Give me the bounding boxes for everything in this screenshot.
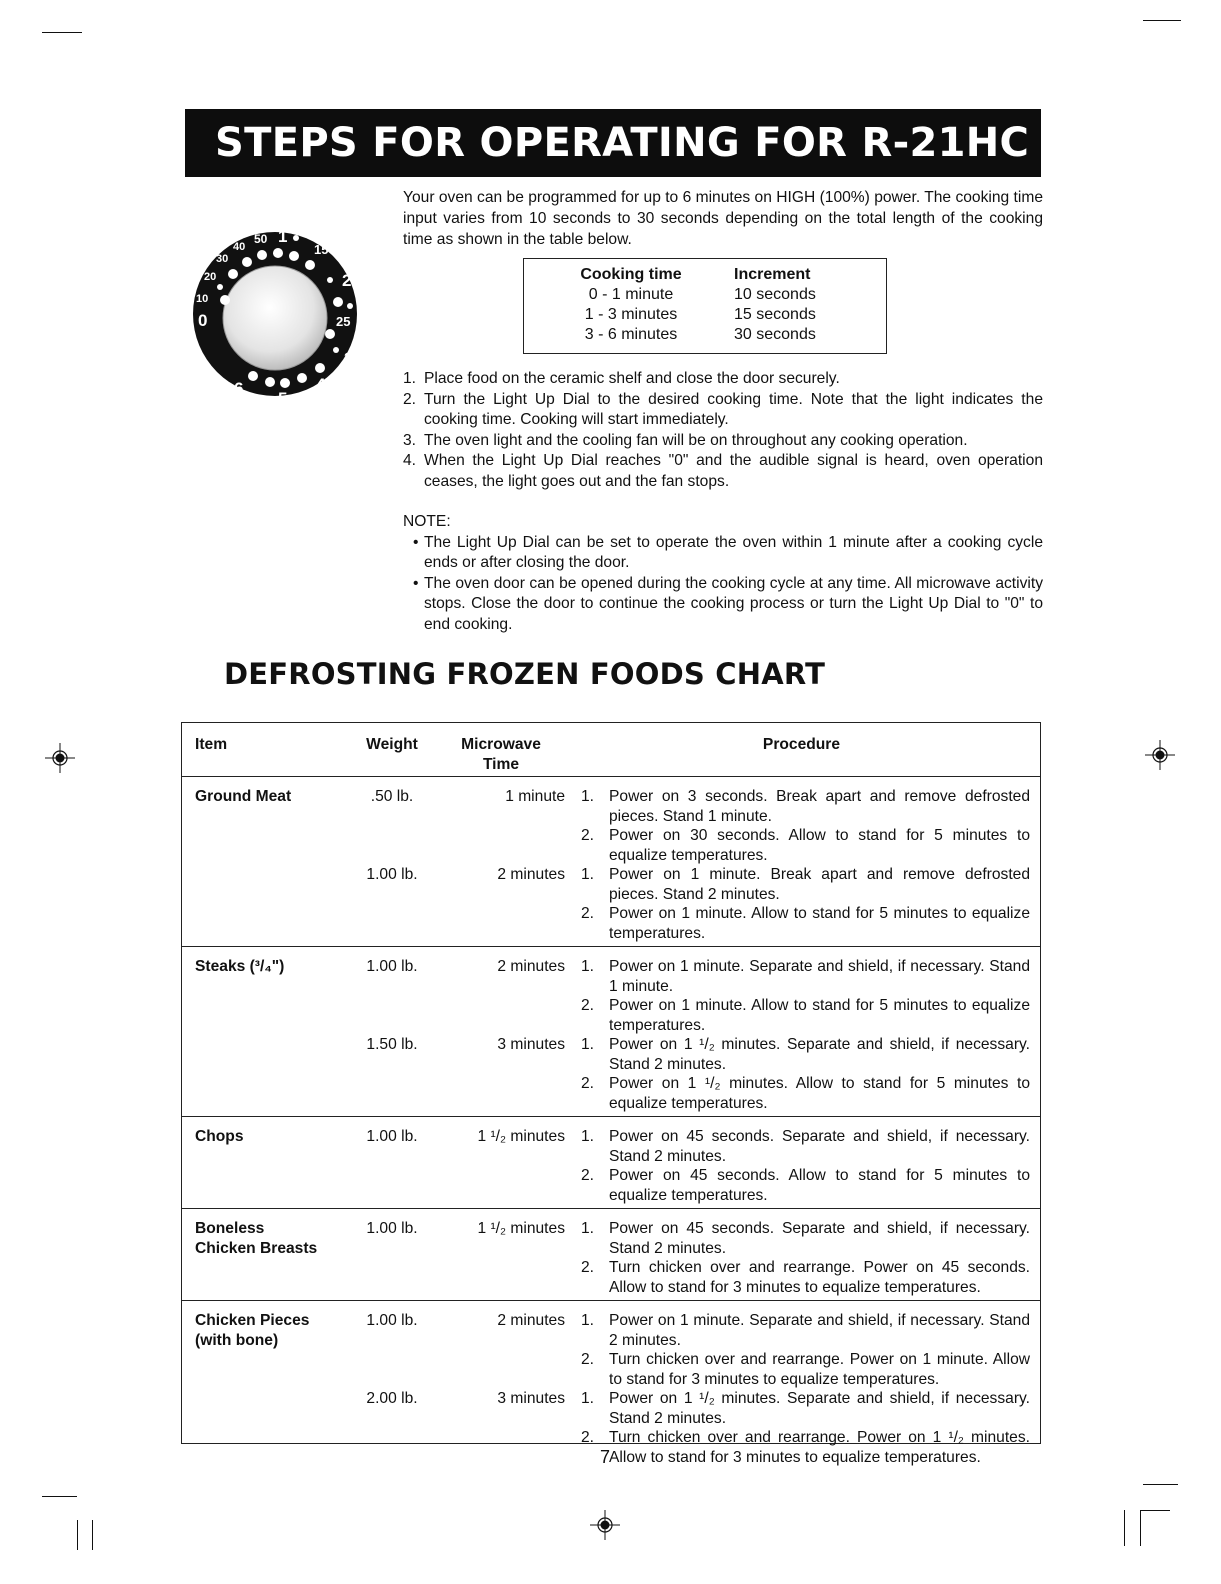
list-item xyxy=(573,1258,1030,1297)
list-item xyxy=(403,369,1043,390)
procedure-step-text: Power on 1 ¹/₂ minutes. Separate and shield, if necessary. Stand 2 minutes. xyxy=(609,1390,1030,1427)
procedure-step-number: 1. xyxy=(581,788,595,805)
item-name-line2: Chicken Breasts xyxy=(195,1239,318,1257)
col-weight: Weight xyxy=(347,723,437,777)
cooking-time-cell: 1 - 3 minutes xyxy=(584,306,678,323)
procedure-step-number: 1. xyxy=(581,1036,595,1053)
step-text: The oven light and the cooling fan will be on throughout any cooking operation. xyxy=(424,431,968,449)
procedure-step-number: 1. xyxy=(581,1220,595,1237)
step-text: Place food on the ceramic shelf and close the door securely. xyxy=(424,370,840,387)
list-item xyxy=(573,1035,1030,1074)
crop-mark-top-right xyxy=(1143,20,1181,21)
item-name: Chops xyxy=(195,1128,244,1145)
col-item: Item xyxy=(182,723,347,777)
list-item xyxy=(573,1219,1030,1258)
procedure-step-text: Power on 1 ¹/₂ minutes. Separate and shield, if necessary. Stand 2 minutes. xyxy=(609,1036,1030,1073)
procedure-step-number: 2. xyxy=(581,1351,595,1368)
note-bullet-text: The Light Up Dial can be set to operate the oven within 1 minute after a cooking cycle ends or after closing the door. xyxy=(424,533,1043,571)
crop-mark-bottom-right-h2 xyxy=(1140,1510,1170,1511)
list-item xyxy=(573,1311,1030,1350)
microwave-time-cell xyxy=(437,947,573,1117)
defrost-chart-title: DEFROSTING FROZEN FOODS CHART xyxy=(224,657,826,691)
operating-steps xyxy=(403,369,1043,492)
page-number: 7 xyxy=(600,1447,611,1467)
dial-label-4: 4 xyxy=(316,375,326,394)
dial-label-10: 10 xyxy=(196,293,209,305)
procedure-step-text: Power on 1 minute. Separate and shield, if necessary. Stand 1 minute. xyxy=(609,958,1030,995)
list-item xyxy=(403,451,1043,492)
item-cell xyxy=(182,1117,347,1209)
weight-cell xyxy=(347,1117,437,1209)
registration-mark-right xyxy=(1145,740,1175,770)
page-title: STEPS FOR OPERATING FOR R-21HC xyxy=(215,120,1030,166)
crop-mark-bottom-left-v xyxy=(77,1520,78,1550)
list-item xyxy=(573,1350,1030,1389)
step-number: 3. xyxy=(403,431,417,449)
procedure-step-text: Turn chicken over and rearrange. Power on 1 ¹/₂ minutes. Allow to stand for 3 minutes to equalize temperatures. xyxy=(609,1429,1030,1466)
increment-cell: 15 seconds xyxy=(734,306,816,323)
dial-label-2: 2 xyxy=(342,271,352,290)
microwave-time-value: 1 ¹/₂ minutes xyxy=(477,1220,565,1237)
crop-mark-bottom-right-v2 xyxy=(1140,1510,1141,1546)
cooking-time-cell: 0 - 1 minute xyxy=(588,286,674,303)
registration-mark-left xyxy=(45,743,75,773)
item-name: Chicken Pieces xyxy=(195,1312,310,1329)
microwave-time-value: 3 minutes xyxy=(497,1390,565,1407)
bullet-icon: • xyxy=(413,533,419,551)
list-item xyxy=(573,1127,1030,1166)
microwave-time-value: 3 minutes xyxy=(497,1036,565,1053)
cooking-increment-table xyxy=(523,258,887,354)
step-text: When the Light Up Dial reaches "0" and the audible signal is heard, oven operation ceases, the light goes out and the fan stops. xyxy=(424,452,1043,490)
table-row xyxy=(546,305,874,325)
weight-value: 1.00 lb. xyxy=(366,1128,418,1145)
table-row xyxy=(182,1301,1040,1471)
dial-label-3: 3 xyxy=(344,349,354,368)
microwave-time-value: 1 ¹/₂ minutes xyxy=(477,1128,565,1145)
step-number: 2. xyxy=(403,390,417,408)
weight-value: 1.00 lb. xyxy=(366,958,418,975)
list-item xyxy=(403,431,1043,452)
procedure-step-number: 1. xyxy=(581,1128,595,1145)
note-label: NOTE: xyxy=(403,513,451,530)
col-procedure: Procedure xyxy=(573,723,1040,777)
microwave-time-cell xyxy=(437,1301,573,1471)
item-name: Boneless xyxy=(195,1220,265,1237)
crop-mark-bottom-left-h xyxy=(42,1496,77,1497)
microwave-time-value: 2 minutes xyxy=(497,1312,565,1329)
procedure-step-text: Power on 1 minute. Allow to stand for 5 minutes to equalize temperatures. xyxy=(609,997,1030,1034)
procedure-step-text: Power on 45 seconds. Separate and shield, if necessary. Stand 2 minutes. xyxy=(609,1128,1030,1165)
weight-value: 1.00 lb. xyxy=(366,866,418,883)
microwave-time-cell xyxy=(437,1209,573,1301)
col-microwave-time-line2: Time xyxy=(482,755,520,773)
col-microwave-time-line1: Microwave xyxy=(461,736,541,753)
item-cell xyxy=(182,1209,347,1301)
table-row xyxy=(182,1209,1040,1301)
weight-cell xyxy=(347,1209,437,1301)
procedure-step-text: Power on 3 seconds. Break apart and remove defrosted pieces. Stand 1 minute. xyxy=(609,788,1030,825)
list-item xyxy=(573,1389,1030,1428)
increment-cell: 10 seconds xyxy=(734,286,816,303)
step-number: 1. xyxy=(403,370,417,387)
procedure-step-text: Turn chicken over and rearrange. Power on 45 seconds. Allow to stand for 3 minutes to equalize temperatures. xyxy=(609,1259,1030,1296)
procedure-cell xyxy=(573,777,1040,947)
procedure-steps xyxy=(573,1035,1030,1113)
microwave-time-value: 2 minutes xyxy=(497,866,565,883)
weight-cell xyxy=(347,777,437,947)
weight-cell xyxy=(347,1301,437,1471)
procedure-cell xyxy=(573,1209,1040,1301)
procedure-step-number: 2. xyxy=(581,905,595,922)
procedure-step-text: Power on 45 seconds. Separate and shield, if necessary. Stand 2 minutes. xyxy=(609,1220,1030,1257)
dial-label-20: 20 xyxy=(204,271,217,283)
dial-label-5: 5 xyxy=(278,389,288,407)
registration-mark-bottom xyxy=(590,1510,620,1540)
note-bullet xyxy=(403,533,1043,574)
microwave-time-cell xyxy=(437,1117,573,1209)
procedure-cell xyxy=(573,1117,1040,1209)
dial-label-0: 0 xyxy=(198,311,208,330)
dial-label-6: 6 xyxy=(234,379,244,398)
procedure-steps xyxy=(573,1127,1030,1205)
bullet-icon: • xyxy=(413,574,419,592)
item-name: Ground Meat xyxy=(195,788,292,805)
microwave-time-value: 1 minute xyxy=(505,788,565,805)
procedure-steps xyxy=(573,787,1030,865)
page-title-banner xyxy=(185,109,1041,177)
light-up-dial-icon xyxy=(190,222,360,407)
procedure-step-text: Power on 30 seconds. Allow to stand for 5 minutes to equalize temperatures. xyxy=(609,827,1030,864)
procedure-step-number: 2. xyxy=(581,827,595,844)
procedure-step-number: 2. xyxy=(581,997,595,1014)
list-item xyxy=(573,1074,1030,1113)
col-cooking-time: Cooking time xyxy=(580,266,682,283)
crop-mark-bottom-right-v xyxy=(1124,1510,1125,1546)
weight-value: 1.00 lb. xyxy=(366,1220,418,1237)
dial-label-1: 1 xyxy=(278,227,288,246)
item-cell xyxy=(182,1301,347,1471)
procedure-step-number: 1. xyxy=(581,1390,595,1407)
list-item xyxy=(573,826,1030,865)
weight-cell xyxy=(347,947,437,1117)
procedure-step-text: Turn chicken over and rearrange. Power on 1 minute. Allow to stand for 3 minutes to equalize temperatures. xyxy=(609,1351,1030,1388)
procedure-step-text: Power on 45 seconds. Allow to stand for 5 minutes to equalize temperatures. xyxy=(609,1167,1030,1204)
procedure-steps xyxy=(573,1389,1030,1467)
item-name-line2: (with bone) xyxy=(195,1331,279,1349)
col-increment: Increment xyxy=(734,266,811,283)
table-row xyxy=(546,285,874,305)
list-item xyxy=(573,865,1030,904)
table-row xyxy=(182,777,1040,947)
procedure-step-number: 2. xyxy=(581,1429,595,1446)
table-row xyxy=(182,947,1040,1117)
step-number: 4. xyxy=(403,452,417,469)
list-item xyxy=(403,390,1043,431)
crop-mark-bottom-left-v2 xyxy=(92,1520,93,1550)
procedure-steps xyxy=(573,1219,1030,1297)
dial-label-25: 25 xyxy=(336,314,351,329)
dial-label-15: 15 xyxy=(314,242,329,257)
step-text: Turn the Light Up Dial to the desired cooking time. Note that the light indicates the cooking time. Cooking will start immediately. xyxy=(424,390,1043,428)
procedure-step-number: 1. xyxy=(581,1312,595,1329)
procedure-step-number: 1. xyxy=(581,866,595,883)
procedure-cell xyxy=(573,947,1040,1117)
list-item xyxy=(573,957,1030,996)
procedure-step-number: 2. xyxy=(581,1167,595,1184)
procedure-steps xyxy=(573,957,1030,1035)
defrost-chart-body xyxy=(182,777,1040,1471)
note-bullet-text: The oven door can be opened during the cooking cycle at any time. All microwave activity stops. Close the door to continue the cooking process or turn the Light Up Dial to "0" to end cooking. xyxy=(424,574,1043,633)
weight-value: 1.00 lb. xyxy=(366,1312,418,1329)
procedure-step-text: Power on 1 minute. Allow to stand for 5 minutes to equalize temperatures. xyxy=(609,905,1030,942)
item-cell xyxy=(182,777,347,947)
procedure-step-text: Power on 1 minute. Break apart and remove defrosted pieces. Stand 2 minutes. xyxy=(609,866,1030,903)
procedure-step-number: 2. xyxy=(581,1075,595,1092)
procedure-cell xyxy=(573,1301,1040,1471)
dial-label-30: 30 xyxy=(216,253,229,265)
note-bullet xyxy=(403,574,1043,636)
cooking-time-cell: 3 - 6 minutes xyxy=(584,326,678,343)
weight-value: 2.00 lb. xyxy=(366,1390,418,1407)
microwave-time-cell xyxy=(437,777,573,947)
weight-value: 1.50 lb. xyxy=(366,1036,418,1053)
note-section xyxy=(403,512,1043,635)
procedure-steps xyxy=(573,865,1030,943)
increment-cell: 30 seconds xyxy=(734,326,816,343)
list-item xyxy=(573,787,1030,826)
dial-label-40: 40 xyxy=(233,241,246,253)
item-cell xyxy=(182,947,347,1117)
crop-mark-bottom-right-h xyxy=(1143,1484,1178,1485)
procedure-step-number: 1. xyxy=(581,958,595,975)
item-name: Steaks (³/₄") xyxy=(195,958,285,975)
procedure-step-text: Power on 1 minute. Separate and shield, if necessary. Stand 2 minutes. xyxy=(609,1312,1030,1349)
microwave-time-value: 2 minutes xyxy=(497,958,565,975)
procedure-step-number: 2. xyxy=(581,1259,595,1276)
table-row xyxy=(546,325,874,345)
list-item xyxy=(573,1166,1030,1205)
list-item xyxy=(573,996,1030,1035)
procedure-steps xyxy=(573,1311,1030,1389)
list-item xyxy=(573,1428,1030,1467)
list-item xyxy=(573,904,1030,943)
table-row xyxy=(182,1117,1040,1209)
weight-value: .50 lb. xyxy=(370,788,414,805)
dial-label-50: 50 xyxy=(254,232,268,246)
crop-mark-top-left xyxy=(42,32,82,33)
procedure-step-text: Power on 1 ¹/₂ minutes. Allow to stand for 5 minutes to equalize temperatures. xyxy=(609,1075,1030,1112)
intro-paragraph: Your oven can be programmed for up to 6 minutes on HIGH (100%) power. The cooking time input varies from 10 seconds to 30 seconds depending on the total length of the cooking time as shown in the table below. xyxy=(403,189,1043,248)
defrost-chart-table xyxy=(181,722,1041,1466)
col-microwave-time xyxy=(437,723,573,777)
